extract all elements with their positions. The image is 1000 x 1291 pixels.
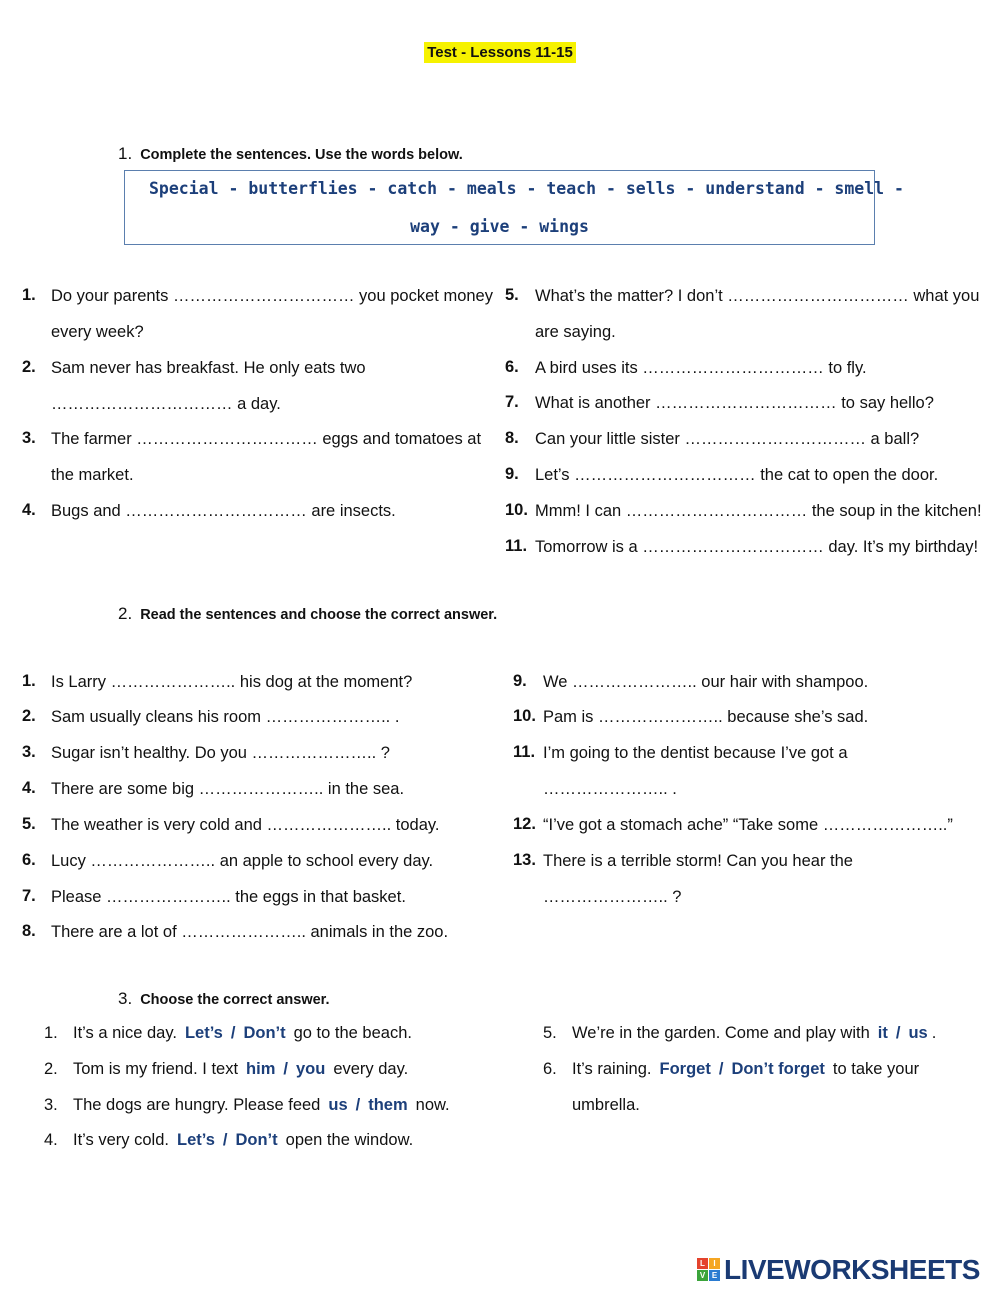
item-number: 5. — [505, 286, 519, 304]
item-number: 4. — [44, 1131, 58, 1149]
item-text: There are a lot of ………………….. animals in the zoo. — [51, 923, 449, 941]
logo-badge-icon: L I V E — [697, 1258, 721, 1282]
item-number: 11. — [513, 743, 536, 761]
sentence-text: go to the beach. — [293, 1024, 412, 1042]
option-2[interactable]: you — [295, 1060, 326, 1078]
item-number: 4. — [22, 779, 36, 797]
option-1[interactable]: Forget — [659, 1060, 711, 1078]
item-number: 2. — [22, 358, 36, 376]
sentence-text: It’s a nice day. — [73, 1024, 177, 1042]
item-number: 8. — [505, 429, 519, 447]
sentence-text: The dogs are hungry. Please feed — [73, 1096, 321, 1114]
item-number: 8. — [22, 922, 36, 940]
item-text: There are some big ………………….. in the sea. — [51, 780, 405, 798]
item-text: Can your little sister …………………………… a ball? — [535, 430, 920, 448]
item-text: Is Larry ………………….. his dog at the moment? — [51, 673, 413, 691]
sentence-text: It’s raining. — [572, 1060, 652, 1078]
sentence-text: . — [931, 1024, 937, 1042]
choice-sentence — [73, 1096, 450, 1115]
item-number: 11. — [505, 537, 528, 555]
item-text: are saying. — [535, 323, 616, 341]
sentence-text: now. — [415, 1096, 450, 1114]
item-text: The farmer …………………………… eggs and tomatoes at — [51, 430, 482, 448]
section-1-heading: 1. Complete the sentences. Use the words below. — [118, 144, 463, 163]
word-bank — [124, 170, 904, 245]
item-text: Bugs and …………………………… are insects. — [51, 502, 396, 520]
item-text: I’m going to the dentist because I’ve got a — [543, 744, 848, 762]
item-text: the market. — [51, 466, 134, 484]
sentence-text: Tom is my friend. I text — [73, 1060, 239, 1078]
item-number: 7. — [505, 393, 519, 411]
item-number: 7. — [22, 887, 36, 905]
item-number: 9. — [513, 672, 527, 690]
item-number: 4. — [22, 501, 36, 519]
option-separator: / — [222, 1131, 228, 1149]
option-1[interactable]: it — [877, 1024, 888, 1042]
item-text: every week? — [51, 323, 144, 341]
item-text: What is another …………………………… to say hello? — [535, 394, 934, 412]
item-text: “I’ve got a stomach ache” “Take some …………………..” — [543, 816, 953, 834]
item-number: 5. — [22, 815, 36, 833]
item-text: ………………….. . — [543, 780, 677, 798]
option-2[interactable]: them — [368, 1096, 408, 1114]
item-text: The weather is very cold and ………………….. today. — [51, 816, 440, 834]
option-separator: / — [355, 1096, 361, 1114]
item-text: ………………….. ? — [543, 888, 682, 906]
word-bank-line-2: way - give - wings — [410, 217, 589, 236]
item-number: 10. — [513, 707, 536, 725]
option-1[interactable]: Let’s — [184, 1024, 223, 1042]
item-number: 3. — [22, 743, 36, 761]
option-1[interactable]: Let’s — [176, 1131, 215, 1149]
item-text: We ………………….. our hair with shampoo. — [543, 673, 869, 691]
choice-sentence — [73, 1024, 412, 1043]
item-number: 13. — [513, 851, 536, 869]
item-text: Let’s …………………………… the cat to open the door. — [535, 466, 939, 484]
choice-sentence — [572, 1024, 936, 1043]
item-number: 1. — [22, 286, 36, 304]
item-text: There is a terrible storm! Can you hear the — [543, 852, 853, 870]
option-separator: / — [895, 1024, 901, 1042]
section-3-heading: 3. Choose the correct answer. — [118, 989, 330, 1008]
item-number: 9. — [505, 465, 519, 483]
option-separator: / — [283, 1060, 288, 1078]
item-text: What’s the matter? I don’t …………………………… what you — [535, 287, 980, 305]
item-text: Lucy ………………….. an apple to school every day. — [51, 852, 434, 870]
page-title: Test - Lessons 11-15 — [0, 44, 1000, 62]
section-2-heading: 2. Read the sentences and choose the correct answer. — [118, 604, 498, 623]
sentence-text: We’re in the garden. Come and play with — [572, 1024, 870, 1042]
item-number: 1. — [22, 672, 36, 690]
sentence-text: It’s very cold. — [73, 1131, 169, 1149]
option-2[interactable]: Don’t — [235, 1131, 278, 1149]
item-number: 6. — [22, 851, 36, 869]
word-bank-line-1: Special - butterflies - catch - meals - teach - sells - understand - smell - — [149, 179, 904, 198]
option-separator: / — [230, 1024, 236, 1042]
item-number: 6. — [505, 358, 519, 376]
item-text: Tomorrow is a …………………………… day. It’s my birthday! — [535, 538, 979, 556]
item-number: 2. — [22, 707, 36, 725]
item-number: 2. — [44, 1060, 58, 1078]
item-text: A bird uses its …………………………… to fly. — [535, 359, 867, 377]
choice-sentence — [73, 1060, 408, 1079]
item-text: Do your parents …………………………… you pocket money — [51, 287, 493, 305]
item-number: 3. — [44, 1096, 58, 1114]
option-1[interactable]: him — [246, 1060, 276, 1078]
item-text: Pam is ………………….. because she’s sad. — [543, 708, 869, 726]
choice-sentence — [572, 1060, 919, 1079]
item-text: Sugar isn’t healthy. Do you ………………….. ? — [51, 744, 390, 762]
choice-sentence — [73, 1131, 413, 1150]
sentence-text: to take your — [832, 1060, 920, 1078]
sentence-text: open the window. — [285, 1131, 414, 1149]
item-number: 1. — [44, 1024, 58, 1042]
option-2[interactable]: us — [908, 1024, 928, 1042]
logo-text: LIVEWORKSHEETS — [724, 1254, 980, 1285]
item-text: Please ………………….. the eggs in that basket. — [51, 888, 406, 906]
item-number: 12. — [513, 815, 536, 833]
item-number: 5. — [543, 1024, 557, 1042]
item-number: 3. — [22, 429, 36, 447]
sentence-text: every day. — [333, 1060, 409, 1078]
item-text: Mmm! I can …………………………… the soup in the kitchen! — [535, 502, 982, 520]
option-2[interactable]: Don’t forget — [731, 1060, 825, 1078]
sentence-text: umbrella. — [572, 1096, 640, 1114]
option-1[interactable]: us — [328, 1096, 348, 1114]
option-2[interactable]: Don’t — [243, 1024, 286, 1042]
item-text: Sam never has breakfast. He only eats two — [51, 359, 366, 377]
option-separator: / — [718, 1060, 724, 1078]
item-number: 6. — [543, 1060, 557, 1078]
item-text: Sam usually cleans his room ………………….. . — [51, 708, 400, 726]
item-text: …………………………… a day. — [51, 395, 281, 413]
item-number: 10. — [505, 501, 528, 519]
